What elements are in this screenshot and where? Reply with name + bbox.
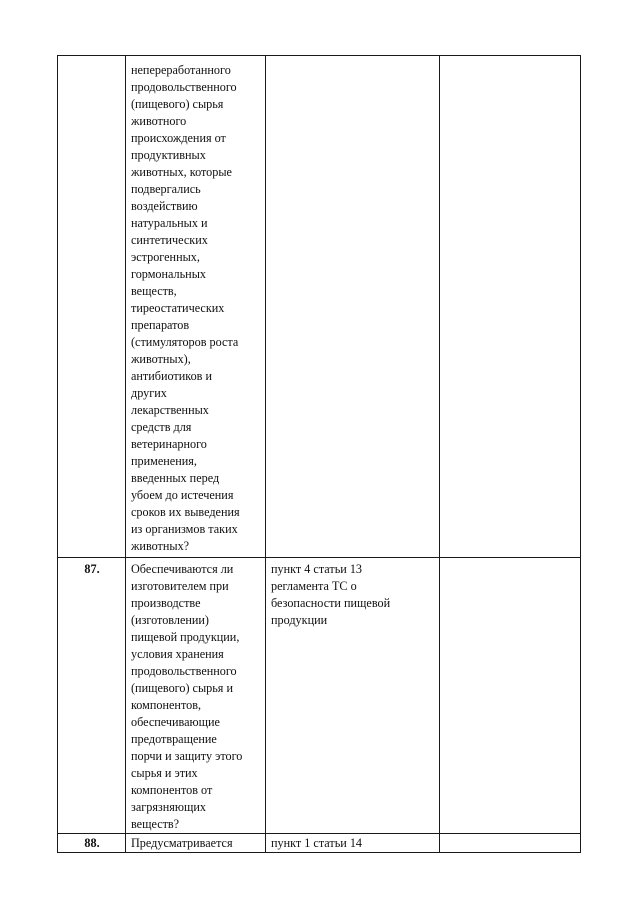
- question-line: из организмов таких: [131, 522, 238, 536]
- question-cell: [126, 56, 266, 558]
- question-line: других: [131, 386, 167, 400]
- item-number-cell: 87.: [58, 558, 126, 834]
- question-line: сырья и этих: [131, 766, 198, 780]
- question-line: животных?: [131, 539, 190, 553]
- question-line: Обеспечиваются ли: [131, 562, 234, 576]
- table-row-88: [58, 834, 581, 853]
- question-line: происхождения от: [131, 131, 226, 145]
- table-row-continuation: [58, 56, 581, 558]
- reference-line: продукции: [271, 613, 328, 627]
- question-line: изготовителем при: [131, 579, 229, 593]
- question-line: (пищевого) сырья: [131, 97, 224, 111]
- question-line: веществ,: [131, 284, 177, 298]
- question-line: загрязняющих: [131, 800, 206, 814]
- question-line: продовольственного: [131, 664, 237, 678]
- reference-line: пункт 4 статьи 13: [271, 562, 363, 576]
- reference-cell: [266, 834, 440, 853]
- question-line: ветеринарного: [131, 437, 207, 451]
- reference-line: регламента ТС о: [271, 579, 357, 593]
- extra-cell: [440, 56, 581, 558]
- question-cell: [126, 834, 266, 853]
- extra-cell: [440, 558, 581, 834]
- question-line: условия хранения: [131, 647, 224, 661]
- question-line: синтетических: [131, 233, 208, 247]
- question-line: веществ?: [131, 817, 180, 831]
- question-line: животных, которые: [131, 165, 232, 179]
- question-line: лекарственных: [131, 403, 209, 417]
- question-line: пищевой продукции,: [131, 630, 240, 644]
- question-line: животных),: [131, 352, 191, 366]
- item-number-cell: [58, 56, 126, 558]
- question-line: применения,: [131, 454, 197, 468]
- question-line: (стимуляторов роста: [131, 335, 239, 349]
- question-line: антибиотиков и: [131, 369, 213, 383]
- extra-cell: [440, 834, 581, 853]
- question-line: непереработанного: [131, 63, 231, 77]
- table-row-87: [58, 558, 581, 834]
- question-line: продуктивных: [131, 148, 206, 162]
- question-line: (изготовлении): [131, 613, 209, 627]
- question-line: предотвращение: [131, 732, 217, 746]
- question-line: воздействию: [131, 199, 198, 213]
- question-line: тиреостатических: [131, 301, 225, 315]
- question-cell: [126, 558, 266, 834]
- question-line: подвергались: [131, 182, 201, 196]
- question-line: натуральных и: [131, 216, 208, 230]
- reference-line: безопасности пищевой: [271, 596, 391, 610]
- question-line: (пищевого) сырья и: [131, 681, 233, 695]
- question-line: компонентов от: [131, 783, 213, 797]
- question-line: сроков их выведения: [131, 505, 240, 519]
- checklist-table: [57, 55, 581, 853]
- question-line: Предусматривается: [131, 836, 233, 850]
- question-line: компонентов,: [131, 698, 202, 712]
- question-line: гормональных: [131, 267, 206, 281]
- question-line: эстрогенных,: [131, 250, 200, 264]
- reference-line: пункт 1 статьи 14: [271, 836, 363, 850]
- reference-cell: [266, 558, 440, 834]
- item-number-cell: 88.: [58, 834, 126, 853]
- question-line: животного: [131, 114, 187, 128]
- reference-cell: [266, 56, 440, 558]
- question-line: средств для: [131, 420, 192, 434]
- question-line: производстве: [131, 596, 201, 610]
- question-line: обеспечивающие: [131, 715, 220, 729]
- question-line: убоем до истечения: [131, 488, 234, 502]
- question-line: порчи и защиту этого: [131, 749, 243, 763]
- question-line: препаратов: [131, 318, 190, 332]
- question-line: введенных перед: [131, 471, 220, 485]
- question-line: продовольственного: [131, 80, 237, 94]
